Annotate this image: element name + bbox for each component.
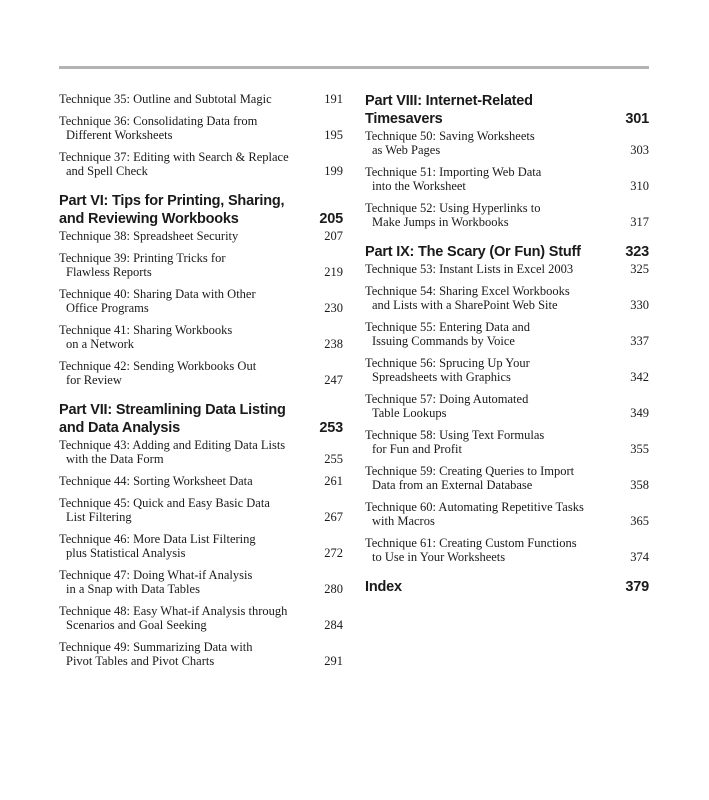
entry-title-line1: Technique 40: Sharing Data with Other [59, 287, 256, 301]
entry-title-line1: Technique 56: Sprucing Up Your [365, 356, 530, 370]
entry-page-number: 255 [324, 452, 343, 466]
entry-title-line2: with the Data Form [66, 452, 164, 466]
entry-title-line2: for Review [66, 373, 122, 387]
part-title-line1: Part VI: Tips for Printing, Sharing, [59, 193, 285, 209]
part-page-number: 205 [319, 211, 343, 227]
part-title-line1: Index [365, 579, 402, 595]
part-page-number: 323 [625, 244, 649, 260]
toc-entry[interactable] [365, 284, 649, 312]
part-title-line1: Part VII: Streamlining Data Listing [59, 402, 286, 418]
entry-title-line1: Technique 51: Importing Web Data [365, 165, 542, 179]
entry-title-line1: Technique 59: Creating Queries to Import [365, 464, 575, 478]
toc-entry[interactable] [365, 536, 649, 564]
toc-entry[interactable] [59, 568, 343, 596]
entry-page-number: 374 [630, 550, 649, 564]
toc-entry[interactable] [365, 165, 649, 193]
entry-title-line1: Technique 53: Instant Lists in Excel 2003 [365, 262, 574, 276]
entry-page-number: 272 [324, 546, 343, 560]
entry-title-line1: Technique 36: Consolidating Data from [59, 114, 258, 128]
toc-entry[interactable] [365, 392, 649, 420]
entry-title-line2: plus Statistical Analysis [66, 546, 186, 560]
entry-title-line1: Technique 46: More Data List Filtering [59, 532, 256, 546]
entry-title-line2: Flawless Reports [66, 265, 152, 279]
entry-page-number: 330 [630, 298, 649, 312]
entry-title-line2: on a Network [66, 337, 135, 351]
entry-title-line1: Technique 44: Sorting Worksheet Data [59, 474, 253, 488]
entry-page-number: 337 [630, 334, 649, 348]
toc-entry[interactable] [59, 251, 343, 279]
top-rule [59, 66, 649, 69]
entry-page-number: 355 [630, 442, 649, 456]
entry-title-line1: Technique 39: Printing Tricks for [59, 251, 226, 265]
entry-title-line1: Technique 58: Using Text Formulas [365, 428, 545, 442]
toc-entry[interactable] [59, 474, 343, 488]
entry-page-number: 342 [630, 370, 649, 384]
part-title-line1: Part VIII: Internet-Related Timesavers [365, 93, 533, 127]
part-page-number: 253 [319, 420, 343, 436]
entry-page-number: 238 [324, 337, 343, 351]
toc-entry[interactable] [59, 640, 343, 668]
entry-title-line1: Technique 49: Summarizing Data with [59, 640, 253, 654]
entry-page-number: 195 [324, 128, 343, 142]
entry-title-line1: Technique 38: Spreadsheet Security [59, 229, 239, 243]
toc-entry[interactable] [59, 229, 343, 243]
part-page-number: 301 [625, 111, 649, 127]
part-heading[interactable] [59, 401, 343, 437]
toc-entry[interactable] [59, 532, 343, 560]
entry-page-number: 358 [630, 478, 649, 492]
part-heading[interactable] [59, 192, 343, 228]
entry-title-line1: Technique 61: Creating Custom Functions [365, 536, 577, 550]
toc-column-left [59, 92, 343, 676]
entry-page-number: 230 [324, 301, 343, 315]
part-title-line2: and Data Analysis [59, 420, 180, 436]
part-heading[interactable] [365, 243, 649, 261]
toc-column-right [365, 92, 649, 597]
entry-title-line2: as Web Pages [372, 143, 441, 157]
toc-entry[interactable] [59, 287, 343, 315]
entry-title-line1: Technique 42: Sending Workbooks Out [59, 359, 257, 373]
toc-entry[interactable] [365, 129, 649, 157]
part-title-line1: Part IX: The Scary (Or Fun) Stuff [365, 244, 581, 260]
toc-entry[interactable] [365, 356, 649, 384]
toc-entry[interactable] [59, 496, 343, 524]
entry-title-line1: Technique 43: Adding and Editing Data Lists [59, 438, 286, 452]
entry-title-line1: Technique 60: Automating Repetitive Tasks [365, 500, 584, 514]
entry-page-number: 267 [324, 510, 343, 524]
entry-title-line1: Technique 37: Editing with Search & Replace [59, 150, 289, 164]
toc-entry[interactable] [59, 114, 343, 142]
toc-entry[interactable] [365, 464, 649, 492]
entry-title-line2: in a Snap with Data Tables [66, 582, 200, 596]
toc-entry[interactable] [59, 323, 343, 351]
entry-title-line1: Technique 52: Using Hyperlinks to [365, 201, 541, 215]
entry-title-line2: Issuing Commands by Voice [372, 334, 515, 348]
toc-entry[interactable] [59, 92, 343, 106]
entry-page-number: 291 [324, 654, 343, 668]
entry-title-line1: Technique 35: Outline and Subtotal Magic [59, 92, 272, 106]
entry-title-line1: Technique 41: Sharing Workbooks [59, 323, 233, 337]
entry-page-number: 317 [630, 215, 649, 229]
part-page-number: 379 [625, 579, 649, 595]
entry-title-line2: Office Programs [66, 301, 149, 315]
entry-title-line1: Technique 47: Doing What-if Analysis [59, 568, 253, 582]
entry-title-line2: Different Worksheets [66, 128, 173, 142]
entry-page-number: 261 [324, 474, 343, 488]
toc-entry[interactable] [365, 201, 649, 229]
part-title-line2: and Reviewing Workbooks [59, 211, 239, 227]
entry-page-number: 280 [324, 582, 343, 596]
toc-entry[interactable] [365, 428, 649, 456]
entry-page-number: 219 [324, 265, 343, 279]
entry-title-line1: Technique 55: Entering Data and [365, 320, 531, 334]
entry-page-number: 284 [324, 618, 343, 632]
entry-page-number: 303 [630, 143, 649, 157]
entry-title-line1: Technique 45: Quick and Easy Basic Data [59, 496, 270, 510]
entry-title-line2: Spreadsheets with Graphics [372, 370, 511, 384]
toc-entry[interactable] [59, 359, 343, 387]
entry-title-line2: with Macros [372, 514, 435, 528]
entry-page-number: 310 [630, 179, 649, 193]
entry-title-line2: Data from an External Database [372, 478, 533, 492]
entry-page-number: 191 [324, 92, 343, 106]
entry-page-number: 325 [630, 262, 649, 276]
entry-title-line2: Table Lookups [372, 406, 447, 420]
part-heading[interactable] [365, 578, 649, 596]
entry-title-line2: Make Jumps in Workbooks [372, 215, 509, 229]
entry-title-line2: and Lists with a SharePoint Web Site [372, 298, 558, 312]
entry-title-line2: into the Worksheet [372, 179, 466, 193]
entry-page-number: 247 [324, 373, 343, 387]
entry-title-line2: List Filtering [66, 510, 132, 524]
entry-page-number: 365 [630, 514, 649, 528]
entry-page-number: 207 [324, 229, 343, 243]
entry-title-line2: to Use in Your Worksheets [372, 550, 506, 564]
entry-title-line2: Pivot Tables and Pivot Charts [66, 654, 215, 668]
toc-entry[interactable] [365, 500, 649, 528]
toc-entry[interactable] [59, 150, 343, 178]
entry-title-line1: Technique 48: Easy What-if Analysis through [59, 604, 288, 618]
entry-title-line1: Technique 50: Saving Worksheets [365, 129, 535, 143]
entry-title-line2: and Spell Check [66, 164, 148, 178]
toc-entry[interactable] [365, 320, 649, 348]
entry-title-line1: Technique 57: Doing Automated [365, 392, 529, 406]
entry-page-number: 199 [324, 164, 343, 178]
entry-title-line1: Technique 54: Sharing Excel Workbooks [365, 284, 570, 298]
entry-title-line2: Scenarios and Goal Seeking [66, 618, 207, 632]
entry-title-line2: for Fun and Profit [372, 442, 462, 456]
toc-entry[interactable] [59, 604, 343, 632]
toc-entry[interactable] [365, 262, 649, 276]
entry-page-number: 349 [630, 406, 649, 420]
toc-entry[interactable] [59, 438, 343, 466]
part-heading[interactable] [365, 92, 649, 128]
